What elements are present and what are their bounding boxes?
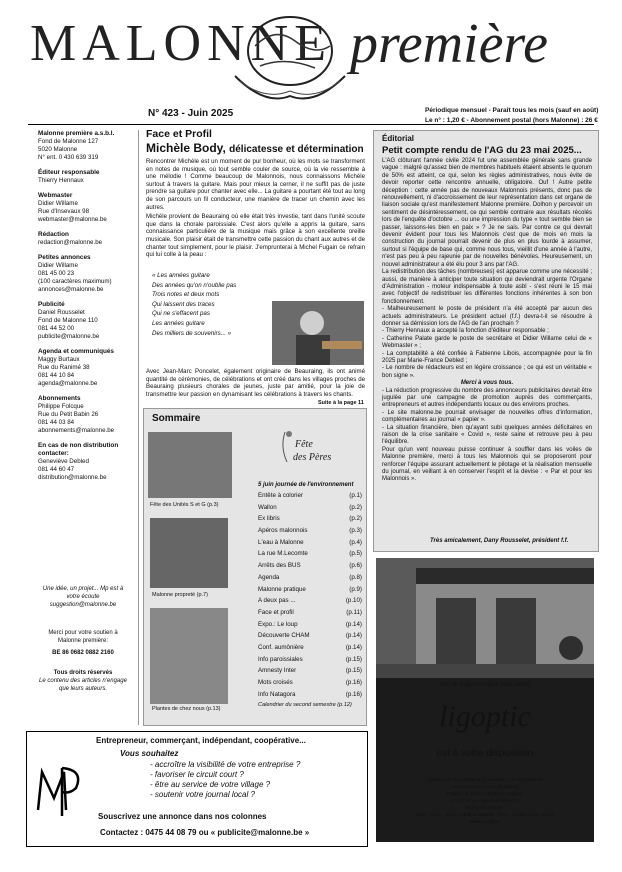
sidebar-line: agenda@malonne.be xyxy=(38,380,98,387)
disclaimer: Le contenu des articles n'engage que leurs auteurs. xyxy=(39,678,127,692)
iban: BE 86 0682 0882 2160 xyxy=(52,650,114,656)
sommaire-item-page: (p.14) xyxy=(345,620,362,628)
sidebar-line: 081 44 60 47 xyxy=(38,466,75,473)
caption-1: Fête des Unités S et G (p.3) xyxy=(150,502,219,508)
profil-text: Rencontrer Michèle est un moment de pur bonheur, où les mots se transforment en notes de musique, où tout semble couler de source, où la vie ressemble à une mélodie ! Comme beaucoup de Malonnois, nous connaissons Michèle surtout à travers la guitare. Mais pour mieux la cerner, il ne suffit pas de juste prendre sa guitare pour chanter avec elle... La guitare a pourtant été tout au long de son parcours un fil conducteur, une manière de tracer un chemin avec les autres. Michèle provient de Beauraing où elle était très investie, tant dans l'unité scoute que dans la chorale paroissiale. C'est alors qu'elle a appris la guitare, sans connaissance particulière de la musique mais grâce à son excellente oreille musicale. Son plaisir était de transmettre cette passion du chant aux autres et de chanter tout simplement, pour le plaisir. J'emprunterai à Michel Fugain ce refrain qui lui colle à la peau : xyxy=(146,158,365,259)
masthead-right: première xyxy=(350,13,548,75)
poem-line: Qui ne s'effacent pas xyxy=(152,310,210,318)
sommaire-item-title: Malonne pratique xyxy=(258,585,306,593)
sommaire-item xyxy=(258,492,362,504)
sommaire-item-title: Découverte CHAM xyxy=(258,632,310,640)
sommaire-calendar: Calendrier du second semestre (p.12) xyxy=(258,702,352,709)
sommaire-item-page: (p.16) xyxy=(345,690,362,698)
sommaire-item-title: Mots croisés xyxy=(258,679,293,686)
sidebar-section xyxy=(38,169,126,185)
sommaire-item-title: Entête à colorier xyxy=(258,492,304,499)
sommaire-item-page: (p.14) xyxy=(345,643,362,651)
poem-line: Qui laissent des traces xyxy=(152,300,215,308)
sommaire-item-title: Info paroissiales xyxy=(258,655,303,663)
ad-info-line: 071 87 47 40 • ligoptic@skynet.be xyxy=(450,798,520,803)
thanks-text: Merci pour votre soutien à Malonne première: xyxy=(48,630,118,644)
idea-text: Une idée, un projet... Mp est à votre écoute xyxy=(42,586,124,600)
sommaire-item-page: (p.11) xyxy=(346,608,362,616)
sidebar-section-title: Malonne première a.s.b.l. xyxy=(38,130,115,137)
sommaire-item-page: (p.9) xyxy=(349,585,362,593)
sidebar-section-title: Éditeur responsable xyxy=(38,169,100,176)
sidebar-section xyxy=(38,395,126,435)
sommaire-item xyxy=(258,586,362,598)
periodic-info: Périodique mensuel - Paraît tous les mois (sauf en août) Le n° : 1,20 € - Abonnement postal (hors Malonne) : 26 € xyxy=(425,107,599,124)
ad-info-line: lundi : 13:30 - 18:00 • mardi au samedi : 09:00 - 12:30 / 13:30 - 18:00 xyxy=(416,812,554,817)
edito-bullet: - Le nombre de rédacteurs est en légère croissance ; ce qui est un véritable « bon signe ». xyxy=(382,365,592,379)
sommaire-list xyxy=(258,482,362,708)
sommaire-item-title: Ex libris xyxy=(258,515,280,523)
sommaire-item xyxy=(258,691,362,703)
svg-text:des Pères: des Pères xyxy=(293,452,332,463)
sommaire-item-page: (p.15) xyxy=(345,667,362,675)
proprete-photo xyxy=(150,518,228,588)
sommaire-item-page: (p.14) xyxy=(345,632,362,640)
sidebar-line: Didier Willame xyxy=(38,200,78,207)
ad-info-line: (anciennement Vanwerde Wavre) xyxy=(451,784,519,789)
sidebar-section-title: Webmaster xyxy=(38,192,73,199)
suite-link[interactable]: Suite à la page 11 xyxy=(318,400,364,406)
ad-shop-photo xyxy=(376,558,594,678)
sidebar-line: Daniel Rousselet xyxy=(38,309,85,316)
sommaire-item-title: Agenda xyxy=(258,573,280,581)
profil-text-2: Avec Jean-Marc Poncelet, également originaire de Beauraing, ils ont animé quantité de cérémonies, de célébrations et ont créé dans les villages proches de Beauraing plusieurs chorales de jeunes, juste par amitié, pour la joie de transmettre leur passion en dynamisant les célébrations à travers les chants. xyxy=(146,368,365,398)
column-divider xyxy=(138,130,139,725)
sidebar-section xyxy=(38,130,126,162)
rights: Tous droits réservés xyxy=(53,670,113,676)
profil-name: Michèle Body, délicatesse et détermination xyxy=(146,141,364,155)
sommaire-item-page: (p.6) xyxy=(349,562,362,570)
sommaire-item xyxy=(258,504,362,516)
portrait-photo xyxy=(272,301,364,365)
fete-unites-photo xyxy=(148,432,232,498)
plantes-photo xyxy=(150,608,228,704)
sommaire-item xyxy=(258,632,362,644)
ad-info xyxy=(376,776,594,825)
top-rule xyxy=(28,124,594,125)
sidebar-line: (100 caractères maximum) xyxy=(38,278,112,285)
sidebar-line: Thierry Hennaux xyxy=(38,177,84,184)
sommaire-item xyxy=(258,539,362,551)
edito-bullet: - Malheureusement le poste de président n'a été accepté par aucun des actuels administrateurs. Le président actuel (f.f.) devra-t-il se résoudre à donner sa démission lors de l'AG de l'an prochain ? xyxy=(382,306,592,327)
ad-dispo: est à votre disposition xyxy=(436,748,534,759)
sommaire-item xyxy=(258,550,362,562)
sidebar-line: Fond de Malonne 110 xyxy=(38,317,98,324)
sidebar-line: Didier Willame xyxy=(38,262,78,269)
sommaire-item xyxy=(258,515,362,527)
poem xyxy=(152,271,264,338)
sommaire-first: 5 juin journée de l'environnement xyxy=(258,482,354,488)
edito-text: L'AG clôturant l'année civile 2024 fut une assemblée générale sans grande vague : malgré qu'assez bien de membres habituels étaient absents le quorum de 50% est atteint, ce qui, selon les règles administratives, nous évite de devoir reporter cette rencontre annuelle, obligatoire. Ouf ! Autre petite déception : cette année pas de nouveaux Malonnois présents, donc pas de renouvellement, ni d'accroissement de leur représentation dans cet organe de liaison sociale qu'est manifestement Malonne première. Dolhon y percevoir un sentiment de désintéressement, ce qui semble contraire aux résultats récolés lors de l'enquête d'octobre ... ou une impression du type « tout semble bien se passer, laissons-les bien en paix » ? Je ne sais. Par contre ce qui devrait devenir évident pour tous les Malonnois c'est que de mois en mois la construction du journal pourrait devenir de plus en plus lourde à assumer, surtout si l'équipe de base qui, comme nous tous, vieillit d'une année à l'autre, n'est pas peu à peu rajeunie par de nouvelles bénévoles. Heureusement, un nouvel administrateur a été élu pour 3 ans par l'AG. La redistribution des tâches (nombreuses) est apparue comme une nécessité ; aussi, de manière à anticiper toute situation qui deviendrait urgente l'Organe d'Administration - moteur indispensable à toute asbl - s'est réuni le 15 mai avec l'objectif de redistribuer les différentes fonctions inhérentes à son bon fonctionnement. - Malheureusement le poste de président n'a été accepté par aucun des actuels administrateurs. Le président actuel (f.f.) devra-t-il se résoudre à donner sa démission lors de l'AG de l'an prochain ? - Thierry Hennaux a accepté la fonction d'éditeur responsable ; - Catherine Palate garde le poste de secrétaire et Didier Willame celui de « Webmaster » ; - La comptabilité a été confiée à Fabienne Libois, accompagnée pour la fin 2025 par Marie-France Debled ; - Le nombre de rédacteurs est en légère croissance ; ce qui est un véritable « bon signe ». Merci à vous tous. - La réduction progressive du nombre des annonceurs publicitaires devrait être jugulée par une campagne de promotion auprès des commerçants, entrepreneurs et autres indépendants locaux ou des environs proches. - Le site malonne.be pourrait envisager de nouvelles offres d'information, complémentaires au journal « papier ». - La situation financière, bien qu'ayant subi quelques années déficitaires en raison de la crise sanitaire « Covid », reste saine et retrouve peu à peu l'équilibre. Pour qu'un vent nouveau puisse continuer à souffler dans les voiles de Malonne première, merci à tous les Malonnois qui se proposeront pour renforcer l'équipe assurant actuellement le pilotage et la réalisation mensuelle du journal, en veillant à en conserver l'esprit et la devise : « Par et pour les Malonnois ». xyxy=(382,158,592,483)
sidebar-line: Rue d'Insevaux 98 xyxy=(38,208,90,215)
promo-sub2: Souscrivez une annonce dans nos colonnes xyxy=(98,812,267,821)
sidebar-line: 081 44 03 84 xyxy=(38,419,75,426)
edito-bullet: - La réduction progressive du nombre des annonceurs publicitaires devrait être jugulée par une campagne de promotion auprès des commerçants, entrepreneurs et autres indépendants locaux ou des environs proches. xyxy=(382,387,592,409)
sommaire-title: Sommaire xyxy=(152,413,201,424)
ad-info-line: Heures d'ouverture : xyxy=(464,805,506,810)
edito-bullet: - La situation financière, bien qu'ayant subi quelques années déficitaires en raison de la crise sanitaire « Covid », reste saine et retrouve peu à peu l'équilibre. xyxy=(382,424,592,446)
sidebar-line: distribution@malonne.be xyxy=(38,474,107,481)
sommaire-item-title: Wallon xyxy=(258,503,277,511)
promo-list-item: - soutenir votre journal local ? xyxy=(150,790,255,799)
sommaire-item-title: Apéros malonnois xyxy=(258,527,308,535)
sommaire-item-page: (p.16) xyxy=(345,679,362,686)
ad-logo: ligoptic xyxy=(439,700,531,733)
sidebar-line: Philippe Folcque xyxy=(38,403,84,410)
sommaire-item-title: Conf. aumônière xyxy=(258,643,304,651)
mp-logo xyxy=(32,760,88,818)
sidebar-line: 081 44 10 84 xyxy=(38,372,75,379)
sidebar-section xyxy=(38,254,126,294)
sidebar-section xyxy=(38,192,126,224)
sommaire-item xyxy=(258,656,362,668)
sommaire-item-page: (p.2) xyxy=(349,503,362,511)
sommaire-item xyxy=(258,562,362,574)
poem-line: Les années guitare xyxy=(152,319,205,327)
idea-mail: suggestion@malonne.be xyxy=(49,602,117,608)
poem-line: « Les années guitare xyxy=(152,272,210,279)
sidebar-line: webmaster@malonne.be xyxy=(38,216,107,223)
sidebar-section xyxy=(38,231,126,247)
sidebar-section-title: Publicité xyxy=(38,301,65,308)
poem-line: Des années qu'on n'oublie pas xyxy=(152,281,237,289)
sidebar-section-title: Petites annonces xyxy=(38,254,91,261)
sidebar-line: abonnements@malonne.be xyxy=(38,427,115,434)
edito-bullet: - Le site malonne.be pourrait envisager de nouvelles offres d'information, complémentaires au journal « papier ». xyxy=(382,409,592,424)
sidebar-line: Maggy Burtaux xyxy=(38,356,80,363)
caption-3: Plantes de chez nous (p.13) xyxy=(152,706,221,712)
sidebar-line: Rue du Ranimé 38 xyxy=(38,364,90,371)
masthead-left: MALONNE xyxy=(30,15,332,72)
sommaire-item-title: Expo.: Le loup xyxy=(258,620,298,628)
fete-des-peres-logo xyxy=(275,422,335,472)
sommaire-item-title: Info Natagora xyxy=(258,690,296,698)
sommaire-item xyxy=(258,667,362,679)
sommaire-item-title: L'eau à Malonne xyxy=(258,538,304,546)
svg-text:Fête: Fête xyxy=(295,439,313,450)
sidebar-line: annonces@malonne.be xyxy=(38,286,104,293)
sommaire-item-title: A deux pas ... xyxy=(258,597,296,605)
promo-list-item: - favoriser le circuit court ? xyxy=(150,770,244,779)
sidebar-line: N° ent. 0 430 639 319 xyxy=(38,154,99,161)
sommaire-item-page: (p.3) xyxy=(349,527,362,535)
sidebar-line: redaction@malonne.be xyxy=(38,239,103,246)
sommaire-item-page: (p.2) xyxy=(349,515,362,523)
sommaire-item xyxy=(258,597,362,609)
sommaire-item xyxy=(258,644,362,656)
sidebar-section xyxy=(38,442,126,482)
sidebar-section-title: Abonnements xyxy=(38,395,81,402)
edito-bullet: - La comptabilité a été confiée à Fabienne Libois, accompagnée pour la fin 2025 par Marie-France Debled ; xyxy=(382,350,592,364)
edito-label: Éditorial xyxy=(382,134,415,143)
sidebar-section xyxy=(38,348,126,388)
promo-list-item: - être au service de votre village ? xyxy=(150,780,271,789)
edito-title: Petit compte rendu de l'AG du 23 mai 2025... xyxy=(382,145,582,156)
poem-line: Trois notes et deux mots xyxy=(152,291,220,299)
promo-title: Entrepreneur, commerçant, indépendant, coopérative... xyxy=(96,736,306,745)
sidebar-contacts xyxy=(38,130,126,489)
sommaire-item-page: (p.4) xyxy=(349,538,362,546)
profil-heading: Face et Profil xyxy=(146,128,212,140)
sommaire-item-title: Face et profil xyxy=(258,608,294,616)
caption-2: Malonne propreté (p.7) xyxy=(152,592,208,598)
sidebar-line: Geneviève Debled xyxy=(38,458,89,465)
ad-info-line: Carrefour du Daxo • Rue de la Carrière 1 • 5140 Sombreffe xyxy=(426,777,544,782)
sidebar-section-title: Agenda et communiqués xyxy=(38,348,114,355)
promo-contact: Contactez : 0475 44 08 79 ou « publicite@malonne.be » xyxy=(100,828,310,837)
sommaire-item-page: (p.10) xyxy=(345,597,362,605)
promo-sub: Vous souhaitez xyxy=(120,749,179,758)
sommaire-item-title: La rue M.Lecomte xyxy=(258,550,308,558)
sommaire-item-title: Arrêts des BUS xyxy=(258,562,301,570)
sidebar-line: publicite@malonne.be xyxy=(38,333,100,340)
globe-hands-illustration xyxy=(215,6,365,106)
sommaire-item xyxy=(258,609,362,621)
sidebar-section-title: Rédaction xyxy=(38,231,69,238)
ad-info-line: Facilités de parking devant le magasin xyxy=(446,791,524,796)
promo-list-item: - accroître la visibilité de votre entreprise ? xyxy=(150,760,301,769)
sidebar-line: 081 44 52 00 xyxy=(38,325,75,332)
sommaire-item-page: (p.15) xyxy=(345,655,362,663)
sidebar-extra xyxy=(38,585,128,693)
sommaire-item-page: (p.8) xyxy=(349,573,362,581)
poem-line: Des milliers de souvenirs... » xyxy=(152,329,232,337)
sommaire-item-page: (p.5) xyxy=(349,550,362,558)
sidebar-line: Fond de Malonne 127 xyxy=(38,138,99,145)
sidebar-line: Rue du Petit Babin 26 xyxy=(38,411,99,418)
promo-list xyxy=(150,760,300,800)
sidebar-section-title: En cas de non distribution contacter: xyxy=(38,442,119,457)
edito-bullet: - Catherine Palate garde le poste de secrétaire et Didier Willame celui de « Webmaster » ; xyxy=(382,335,592,350)
sidebar-section xyxy=(38,301,126,341)
edito-signature: Très amicalement, Dany Rousselet, président f.f. xyxy=(430,538,569,544)
sidebar-line: 081 45 00 23 xyxy=(38,270,75,277)
ad-info-line: www.ligoptic.be xyxy=(469,819,501,824)
ad-tagline: Afin de toujours mieux vous servir, xyxy=(439,682,531,688)
edito-bullet: - Thierry Hennaux a accepté la fonction d'éditeur responsable ; xyxy=(382,328,549,335)
sommaire-item xyxy=(258,679,362,691)
sidebar-line: 5020 Malonne xyxy=(38,146,78,153)
sommaire-item xyxy=(258,621,362,633)
sommaire-item-page: (p.1) xyxy=(349,492,362,499)
sommaire-item-title: Amnesty Inter xyxy=(258,667,297,675)
issue-number: N° 423 - Juin 2025 xyxy=(148,108,234,119)
sommaire-item xyxy=(258,527,362,539)
sommaire-item xyxy=(258,574,362,586)
